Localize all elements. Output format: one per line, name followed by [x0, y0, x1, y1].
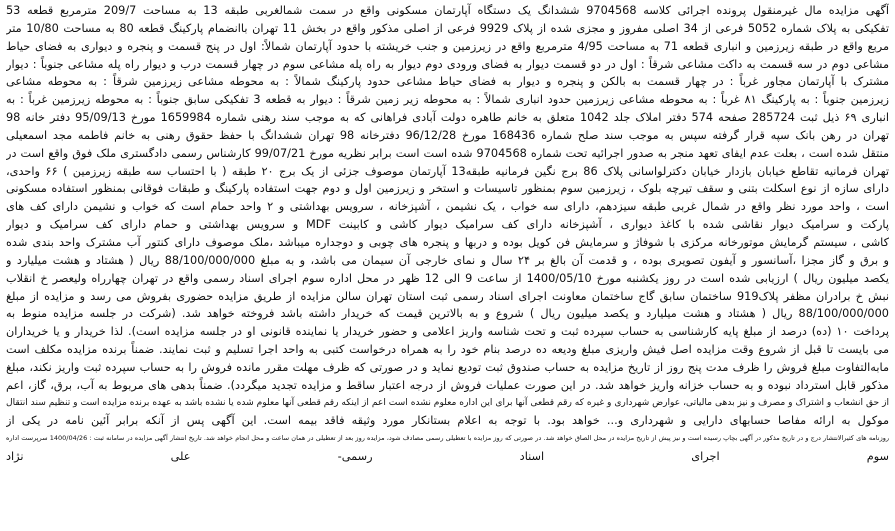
notice-line-10: تهران فرمانیه تقاطع خیابان بازدار خیابان دکترلواسانی پلاک 86 برج نگین فرمانیه طبقه13 آپارتمان موصوف جزئی از یک برج ۲۰ طبقه ( با احتساب سه طبقه زیرزمین ) ۶۶ واحدی، [6, 164, 889, 178]
notice-line-1: آگهی مزایده مال غیرمنقول پرونده اجرائی کلاسه 9704568 ششدانگ یک دستگاه آپارتمان مسکونی واقع در سمت شمالغربی طبقه 13 به مساحت 209/7 مترمربع قطعه 53 [6, 4, 889, 17]
notice-line-11: دارای سازه از نوع اسکلت بتنی و سقف تیرچه بلوک ، زیرزمین سوم بمنظور تاسیسات و استخر و زیرزمین اول و دوم جهت استفاده پارکینگ و طبقات فوقانی بمنظور استفاده مسکونی [6, 182, 889, 196]
notice-line-8: تهران در رهن بانک سپه قرار گرفته سپس به موجب سند صلح شماره 168436 مورخ 96/12/28 دفترخانه 98 تهران ششدانگ با حفظ حقوق رهنی به خانم فاطمه مجد اسمعیلی [6, 128, 889, 142]
notice-line-27-signature [6, 466, 889, 484]
notice-line-9: منتقل شده است ، بعلت عدم ایفای تعهد منجر به صدور اجرائیه تحت شماره 9704568 شده است است برابر نظریه مورخ 99/07/21 کارشناس رسمی دادگستری ملک فوق واقع است در [6, 146, 889, 160]
notice-line-13: پارکت و سرامیک دیوار نقاشی شده با کاغذ دیواری ، آشپزخانه دارای کف سرامیک دیوار کاشی و کابینت MDF و سرویس بهداشتی و حمام دارای کف سرامیک و دیوار [6, 218, 889, 232]
notice-line-19: پرداخت ۱۰ (ده) درصد از مبلغ پایه کارشناسی به حساب سپرده ثبت و تحت شناسه واریز اعلامی و حضور خریدار یا نماینده قانونی او در جلسه مزایده است). لذا خریدار و یا خریداران [6, 325, 889, 339]
notice-line-4: مشاعی دوم در سه قسمت به داکت مشاعی شرقاً : اول در دو قسمت دیوار به فضای ورودی دوم دیوار به راه پله مشاعی سوم در چهار قسمت درب و دیوار راه پله مشاعی جنوباً : دیوار [6, 57, 889, 71]
notice-line-2: تفکیکی به پلاک شماره 5052 فرعی از 34 اصلی مفروز و مجزی شده از پلاک 9929 فرعی از اصلی مذکور واقع در بخش 11 تهران باانضمام پارکینگ قطعه 80 به مساحت 10/80 متر [6, 21, 889, 35]
notice-line-17: نبش خ برادران مظفر پلاک919 ساختمان سابق گاج ساختمان معاونت اجرای اسناد رسمی ثبت استان تهران سالن مزایده از طریق مزایده حضوری بفروش می رسد و مزایده از مبلغ [6, 289, 889, 303]
notice-line-21: مابه‌التفاوت مبلغ فروش را ظرف مدت پنج روز از تاریخ مزایده به حساب صندوق ثبت تودیع نماید و در صورتی که ظرف مهلت مقرر مانده فروش را به حساب سپرده ثبت واریز نکند، مبلغ [6, 360, 889, 374]
notice-line-22: مذکور قابل استرداد نبوده و به حساب خزانه واریز خواهد شد. در این صورت عملیات فروش از درجه اعتبار ساقط و مزایده تجدید میگردد). ضمناً بدهی های مربوط به آب، برق، گاز، اعم [6, 378, 889, 392]
notice-line-15: و برق و گاز مجزا ،آسانسور و آیفون تصویری بوده ، و قدمت آن بالغ بر ۲۴ سال و نمای خارجی آن سیمان می باشد، و به مبلغ 88/100/000/000 ریال ( هشتاد و هشت میلیارد و [6, 253, 889, 267]
notice-line-3: مربع واقع در طبقه زیرزمین و انباری قطعه 71 به مساحت 4/95 مترمربع واقع در زیرزمین و جنب خریشته با حدود آپارتمان شمالاً: اول در پنج قسمت و پنجره و دیواری به فضای حیاط [6, 39, 889, 53]
notice-line-16: یکصد میلیون ریال ) ارزیابی شده است در روز یکشنبه مورخ 1400/05/10 از ساعت 9 الی 12 ظهر در محل اداره سوم اجرای اسناد رسمی واقع در تهران چهارراه ولیعصر خ انقلاب [6, 271, 889, 285]
notice-line-20: می بایست تا قبل از شروع وقت مزایده اصل فیش واریزی مبلغ ودیعه ده درصد بنام خود را به همراه درخواست کتبی به واحد اجرا تسلیم و ثبت نمایند. ضمناً برنده مزایده مکلف است [6, 343, 889, 357]
notice-line-7: انباری ۶۹ ذیل ثبت 285724 صفحه 574 دفتر املاک جلد 1042 متعلق به خانم طاهره دولت آبادی فراهانی که به موجب سند رهنی شماره 1659984 مورخ 95/09/13 دفتر خانه 98 [6, 111, 889, 125]
notice-line-14: کاشی ، سیستم گرمایش موتورخانه مرکزی با شوفاژ و سرمایش فن کویل بوده و دربها و پنجره های چوبی و دوجداره میباشد ،ملک موصوف دارای کنتور آب مشترک واحد بندی شده [6, 235, 889, 249]
notice-line-24: موکول به ارائه مفاصا حسابهای دارایی و شهرداری و... خواهد بود. با توجه به اعلام بستانکار مورد وثیقه فاقد بیمه است. این آگهی پس از آنکه برابر آئین نامه در یکی از [6, 414, 889, 428]
notice-line-12: است ، واحد مورد نظر واقع در شمال غربی طبقه سیزدهم، دارای سه خواب ، یک نشیمن ، آشپزخانه ، سرویس بهداشتی و ۲ واحد حمام است که خواب و نشیمن دارای کف های [6, 200, 889, 214]
notice-line-26: سوم اجرای اسناد رسمی- علی نژاد [6, 450, 889, 464]
notice-line-6: زیرزمین جنوباً : به پارکینگ ۸۱ غرباً : به محوطه مشاعی زیرزمین حدود انباری شمالاً : به محوطه زیر زمین شرقاً : دیوار به قطعه 3 تفکیکی سابق جنوباً : به محوطه زیرزمین غرباً : به [6, 93, 889, 107]
notice-line-18: 88/100/000/000 ریال ( هشتاد و هشت میلیارد و یکصد میلیون ریال ) شروع و به بالاترین قیمت که خریدار داشته باشد فروخته خواهد شد. (شرکت در جلسه مزایده منوط به [6, 307, 889, 321]
notice-line-23: از حق انشعاب و اشتراک و مصرف و نیز بدهی مالیاتی، عوارض شهرداری و غیره که رقم قطعی آنها برای این اداره معلوم نشده است اعم از اینکه رقم قطعی آنها معلوم شده یا نشده باشد به عهده برنده مزایده است و تنظیم سند انتقال [6, 397, 889, 408]
notice-line-5: مشترک با آپارتمان مجاور غرباً : در چهار قسمت به بالکن و پنجره و دیوار به فضای حیاط مشاعی حدود پارکینگ شمالاً : به محوطه مشاعی زیرزمین شرقاً : به محوطه مشاعی [6, 75, 889, 89]
notice-line-25: روزنامه های کثیرالانتشار درج و در تاریخ مذکور در آگهی بچاپ رسیده است و نیز پیش از تاریخ مزایده در محل الصاق خواهد شد. در صورتی که روز مزایده با تعطیلی رسمی مصادف شود، مزایده روز بعد از تعطیلی در همان ساعت و محل انجام خواهد شد. تاریخ انتشار آگهی مزایده در سامانه ثبت : 1400/04/26 سرپرست اداره [6, 434, 889, 443]
